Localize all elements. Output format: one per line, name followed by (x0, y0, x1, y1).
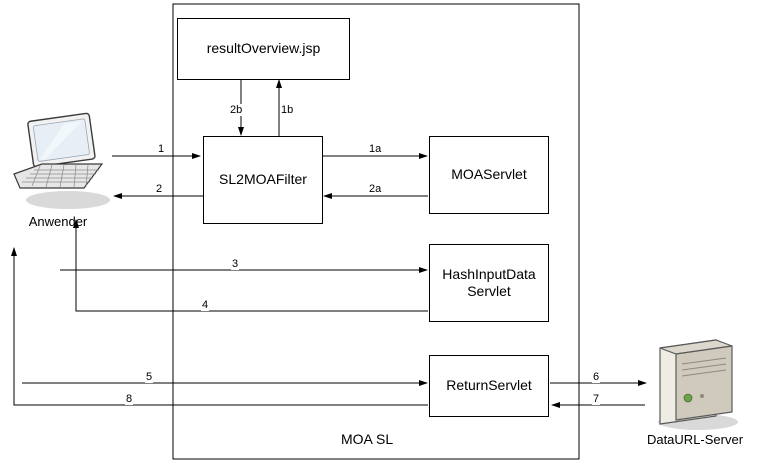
server-icon (640, 336, 750, 432)
edge-label-1: 1 (158, 143, 165, 155)
moa-sl-container-label: MOA SL (341, 431, 394, 447)
edge-label-7: 7 (593, 393, 600, 405)
edge-label-3: 3 (232, 258, 239, 270)
box-result-overview-jsp[interactable] (177, 18, 350, 80)
edge-label-2a: 2a (369, 183, 382, 195)
box-hashinputdata-servlet-label: HashInputData Servlet (442, 265, 536, 299)
edge-label-5: 5 (146, 371, 153, 383)
edge-label-2: 2 (156, 183, 163, 195)
edge-label-2b: 2b (230, 104, 243, 116)
box-result-overview-jsp-label: resultOverview.jsp (206, 40, 321, 57)
edge-label-1a: 1a (369, 143, 382, 155)
box-sl2moafilter[interactable] (203, 136, 323, 224)
box-sl2moafilter-label: SL2MOAFilter (219, 171, 307, 188)
edge-label-8: 8 (126, 393, 133, 405)
box-returnservlet[interactable] (429, 355, 549, 417)
anwender-label: Anwender (28, 214, 88, 229)
edge-label-4: 4 (202, 299, 209, 311)
box-hashinputdata-servlet[interactable] (429, 244, 549, 322)
laptop-icon (6, 112, 114, 212)
box-moaservlet-label: MOAServlet (451, 166, 527, 183)
edge-label-1b: 1b (281, 104, 294, 116)
edge-label-6: 6 (593, 371, 600, 383)
box-moaservlet[interactable] (429, 136, 549, 214)
dataurl-server-label: DataURL-Server (646, 432, 744, 447)
box-returnservlet-label: ReturnServlet (446, 377, 532, 394)
